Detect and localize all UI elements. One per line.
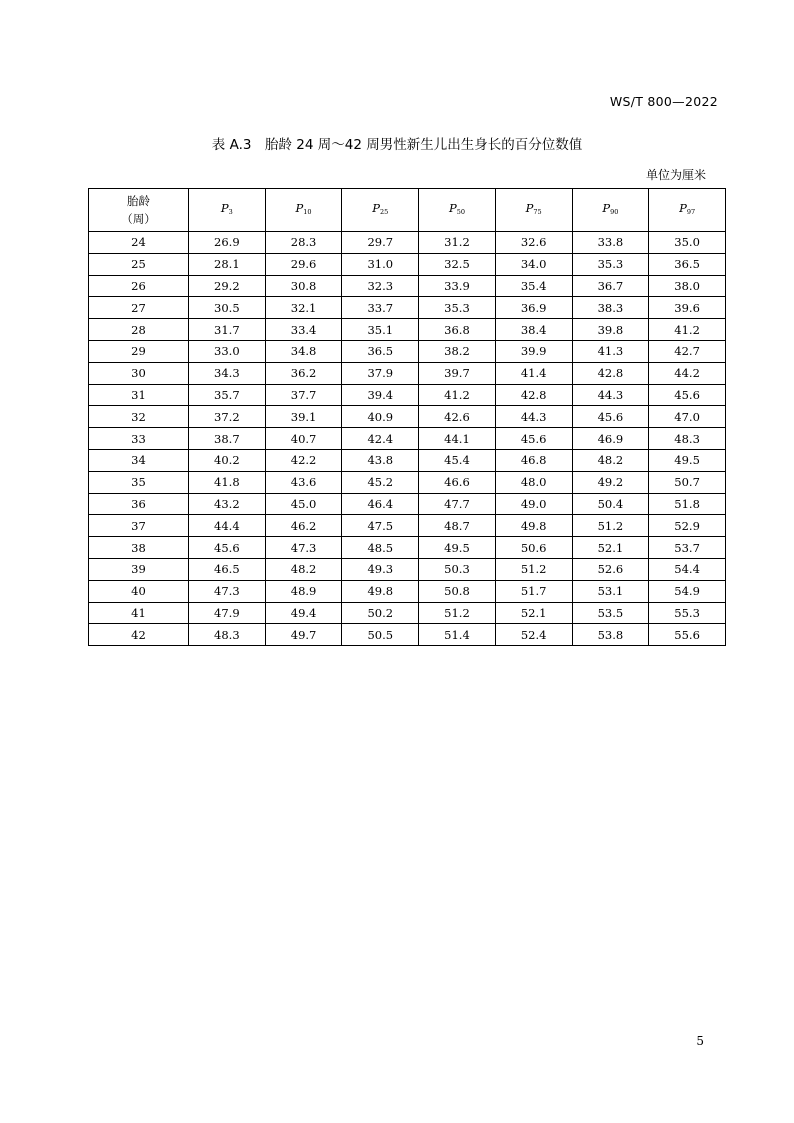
table-row <box>89 537 726 559</box>
percentile-value-cell: 36.7 <box>572 275 649 297</box>
table-row <box>89 384 726 406</box>
percentile-header: $P_{10}$ <box>265 189 342 232</box>
percentile-value-cell: 45.6 <box>649 384 726 406</box>
percentile-value-cell: 32.5 <box>419 253 496 275</box>
percentile-value-cell: 36.9 <box>495 297 572 319</box>
percentile-value-cell: 45.6 <box>495 428 572 450</box>
gestational-age-cell: 31 <box>89 384 189 406</box>
table-row <box>89 471 726 493</box>
percentile-value-cell: 55.3 <box>649 602 726 624</box>
percentile-value-cell: 43.8 <box>342 449 419 471</box>
table-row <box>89 406 726 428</box>
percentile-value-cell: 39.1 <box>265 406 342 428</box>
percentile-value-cell: 50.3 <box>419 558 496 580</box>
table-row <box>89 232 726 254</box>
percentile-value-cell: 49.8 <box>495 515 572 537</box>
percentile-value-cell: 45.4 <box>419 449 496 471</box>
percentile-value-cell: 31.7 <box>189 319 266 341</box>
percentile-value-cell: 46.6 <box>419 471 496 493</box>
table-row <box>89 515 726 537</box>
percentile-value-cell: 43.6 <box>265 471 342 493</box>
gestational-age-cell: 30 <box>89 362 189 384</box>
percentile-value-cell: 35.0 <box>649 232 726 254</box>
percentile-value-cell: 42.8 <box>495 384 572 406</box>
percentile-value-cell: 31.0 <box>342 253 419 275</box>
percentile-value-cell: 48.9 <box>265 580 342 602</box>
percentile-value-cell: 54.4 <box>649 558 726 580</box>
percentile-value-cell: 33.9 <box>419 275 496 297</box>
percentile-value-cell: 55.6 <box>649 624 726 646</box>
percentile-value-cell: 53.8 <box>572 624 649 646</box>
percentile-value-cell: 52.4 <box>495 624 572 646</box>
percentile-value-cell: 50.5 <box>342 624 419 646</box>
percentile-value-cell: 49.5 <box>649 449 726 471</box>
percentile-value-cell: 49.5 <box>419 537 496 559</box>
percentile-value-cell: 50.7 <box>649 471 726 493</box>
gestational-age-cell: 41 <box>89 602 189 624</box>
percentile-value-cell: 45.2 <box>342 471 419 493</box>
percentile-value-cell: 47.9 <box>189 602 266 624</box>
percentile-value-cell: 48.2 <box>265 558 342 580</box>
table-row <box>89 602 726 624</box>
gestational-age-cell: 28 <box>89 319 189 341</box>
percentile-value-cell: 34.3 <box>189 362 266 384</box>
percentile-value-cell: 51.4 <box>419 624 496 646</box>
percentile-value-cell: 44.1 <box>419 428 496 450</box>
percentile-value-cell: 35.1 <box>342 319 419 341</box>
percentile-value-cell: 49.0 <box>495 493 572 515</box>
percentile-value-cell: 39.9 <box>495 340 572 362</box>
table-row <box>89 297 726 319</box>
table-row <box>89 558 726 580</box>
percentile-value-cell: 45.6 <box>572 406 649 428</box>
percentile-header: $P_{90}$ <box>572 189 649 232</box>
percentile-header: $P_{50}$ <box>419 189 496 232</box>
table-row <box>89 624 726 646</box>
percentile-value-cell: 48.0 <box>495 471 572 493</box>
percentile-value-cell: 44.3 <box>572 384 649 406</box>
percentile-value-cell: 41.3 <box>572 340 649 362</box>
percentile-value-cell: 38.4 <box>495 319 572 341</box>
percentile-value-cell: 34.0 <box>495 253 572 275</box>
gestational-age-cell: 36 <box>89 493 189 515</box>
percentile-value-cell: 42.2 <box>265 449 342 471</box>
percentile-value-cell: 36.8 <box>419 319 496 341</box>
table-body <box>89 232 726 646</box>
percentile-value-cell: 32.3 <box>342 275 419 297</box>
percentile-value-cell: 38.2 <box>419 340 496 362</box>
percentile-value-cell: 43.2 <box>189 493 266 515</box>
percentile-value-cell: 39.8 <box>572 319 649 341</box>
percentile-value-cell: 54.9 <box>649 580 726 602</box>
percentile-value-cell: 47.3 <box>189 580 266 602</box>
percentile-value-cell: 51.2 <box>572 515 649 537</box>
percentile-value-cell: 42.6 <box>419 406 496 428</box>
percentile-header: $P_{25}$ <box>342 189 419 232</box>
percentile-value-cell: 50.6 <box>495 537 572 559</box>
percentile-value-cell: 51.2 <box>495 558 572 580</box>
percentile-value-cell: 39.6 <box>649 297 726 319</box>
percentile-value-cell: 35.4 <box>495 275 572 297</box>
percentile-value-cell: 53.7 <box>649 537 726 559</box>
header-line-2: （周） <box>121 212 156 226</box>
percentile-value-cell: 45.0 <box>265 493 342 515</box>
gestational-age-cell: 34 <box>89 449 189 471</box>
percentile-value-cell: 38.3 <box>572 297 649 319</box>
percentile-value-cell: 38.7 <box>189 428 266 450</box>
percentile-value-cell: 51.2 <box>419 602 496 624</box>
percentile-value-cell: 41.2 <box>649 319 726 341</box>
percentile-value-cell: 37.9 <box>342 362 419 384</box>
percentile-value-cell: 48.5 <box>342 537 419 559</box>
percentile-value-cell: 44.3 <box>495 406 572 428</box>
unit-note: 单位为厘米 <box>645 168 706 182</box>
percentile-value-cell: 36.2 <box>265 362 342 384</box>
page-number: 5 <box>696 1034 704 1048</box>
percentile-value-cell: 35.3 <box>572 253 649 275</box>
percentile-value-cell: 49.7 <box>265 624 342 646</box>
percentile-value-cell: 35.7 <box>189 384 266 406</box>
percentile-value-cell: 50.2 <box>342 602 419 624</box>
percentile-value-cell: 37.2 <box>189 406 266 428</box>
table-row <box>89 275 726 297</box>
table-row <box>89 253 726 275</box>
percentile-value-cell: 53.5 <box>572 602 649 624</box>
percentile-value-cell: 29.2 <box>189 275 266 297</box>
percentile-value-cell: 41.2 <box>419 384 496 406</box>
percentile-value-cell: 47.0 <box>649 406 726 428</box>
percentile-value-cell: 29.6 <box>265 253 342 275</box>
percentile-value-cell: 28.1 <box>189 253 266 275</box>
percentile-value-cell: 49.8 <box>342 580 419 602</box>
table-title: 表 A.3 胎龄 24 周～42 周男性新生儿出生身长的百分位数值 <box>211 137 583 153</box>
percentile-value-cell: 48.3 <box>189 624 266 646</box>
gestational-age-header <box>89 189 189 232</box>
percentile-value-cell: 38.0 <box>649 275 726 297</box>
percentile-value-cell: 28.3 <box>265 232 342 254</box>
percentile-header: $P_3$ <box>189 189 266 232</box>
percentile-value-cell: 30.8 <box>265 275 342 297</box>
table-header-row <box>89 189 726 232</box>
percentile-value-cell: 31.2 <box>419 232 496 254</box>
percentile-value-cell: 36.5 <box>649 253 726 275</box>
percentile-header: $P_{75}$ <box>495 189 572 232</box>
percentile-value-cell: 42.4 <box>342 428 419 450</box>
gestational-age-cell: 25 <box>89 253 189 275</box>
percentile-value-cell: 53.1 <box>572 580 649 602</box>
percentile-value-cell: 52.1 <box>495 602 572 624</box>
table-row <box>89 493 726 515</box>
percentile-value-cell: 46.4 <box>342 493 419 515</box>
percentile-value-cell: 39.7 <box>419 362 496 384</box>
percentile-value-cell: 32.6 <box>495 232 572 254</box>
table-row <box>89 449 726 471</box>
percentile-value-cell: 44.2 <box>649 362 726 384</box>
percentile-value-cell: 40.9 <box>342 406 419 428</box>
percentile-header: $P_{97}$ <box>649 189 726 232</box>
percentile-value-cell: 46.9 <box>572 428 649 450</box>
table-row <box>89 340 726 362</box>
percentile-value-cell: 35.3 <box>419 297 496 319</box>
percentile-value-cell: 39.4 <box>342 384 419 406</box>
percentile-value-cell: 36.5 <box>342 340 419 362</box>
percentile-value-cell: 42.8 <box>572 362 649 384</box>
percentile-value-cell: 33.8 <box>572 232 649 254</box>
percentile-table <box>88 188 726 646</box>
percentile-value-cell: 41.4 <box>495 362 572 384</box>
percentile-value-cell: 33.7 <box>342 297 419 319</box>
gestational-age-cell: 35 <box>89 471 189 493</box>
percentile-value-cell: 30.5 <box>189 297 266 319</box>
percentile-value-cell: 34.8 <box>265 340 342 362</box>
percentile-value-cell: 52.6 <box>572 558 649 580</box>
percentile-value-cell: 33.4 <box>265 319 342 341</box>
percentile-value-cell: 48.7 <box>419 515 496 537</box>
percentile-value-cell: 46.8 <box>495 449 572 471</box>
percentile-value-cell: 50.8 <box>419 580 496 602</box>
table-row <box>89 428 726 450</box>
percentile-value-cell: 41.8 <box>189 471 266 493</box>
percentile-value-cell: 40.2 <box>189 449 266 471</box>
gestational-age-cell: 42 <box>89 624 189 646</box>
percentile-value-cell: 47.3 <box>265 537 342 559</box>
percentile-value-cell: 40.7 <box>265 428 342 450</box>
percentile-value-cell: 49.3 <box>342 558 419 580</box>
document-code: WS/T 800—2022 <box>609 94 718 109</box>
percentile-value-cell: 52.1 <box>572 537 649 559</box>
percentile-value-cell: 48.2 <box>572 449 649 471</box>
header-line-1: 胎龄 <box>127 194 150 208</box>
percentile-value-cell: 50.4 <box>572 493 649 515</box>
table-row <box>89 319 726 341</box>
gestational-age-cell: 27 <box>89 297 189 319</box>
percentile-value-cell: 42.7 <box>649 340 726 362</box>
gestational-age-cell: 32 <box>89 406 189 428</box>
gestational-age-cell: 38 <box>89 537 189 559</box>
percentile-value-cell: 52.9 <box>649 515 726 537</box>
percentile-value-cell: 45.6 <box>189 537 266 559</box>
gestational-age-cell: 39 <box>89 558 189 580</box>
gestational-age-cell: 33 <box>89 428 189 450</box>
percentile-value-cell: 49.2 <box>572 471 649 493</box>
gestational-age-cell: 37 <box>89 515 189 537</box>
percentile-value-cell: 48.3 <box>649 428 726 450</box>
percentile-value-cell: 46.2 <box>265 515 342 537</box>
gestational-age-cell: 26 <box>89 275 189 297</box>
gestational-age-cell: 40 <box>89 580 189 602</box>
percentile-value-cell: 37.7 <box>265 384 342 406</box>
percentile-value-cell: 47.7 <box>419 493 496 515</box>
percentile-value-cell: 32.1 <box>265 297 342 319</box>
percentile-value-cell: 33.0 <box>189 340 266 362</box>
percentile-value-cell: 51.7 <box>495 580 572 602</box>
percentile-value-cell: 26.9 <box>189 232 266 254</box>
percentile-value-cell: 46.5 <box>189 558 266 580</box>
table-row <box>89 580 726 602</box>
percentile-value-cell: 51.8 <box>649 493 726 515</box>
gestational-age-cell: 29 <box>89 340 189 362</box>
gestational-age-cell: 24 <box>89 232 189 254</box>
table-row <box>89 362 726 384</box>
percentile-value-cell: 47.5 <box>342 515 419 537</box>
percentile-value-cell: 29.7 <box>342 232 419 254</box>
percentile-value-cell: 44.4 <box>189 515 266 537</box>
percentile-value-cell: 49.4 <box>265 602 342 624</box>
